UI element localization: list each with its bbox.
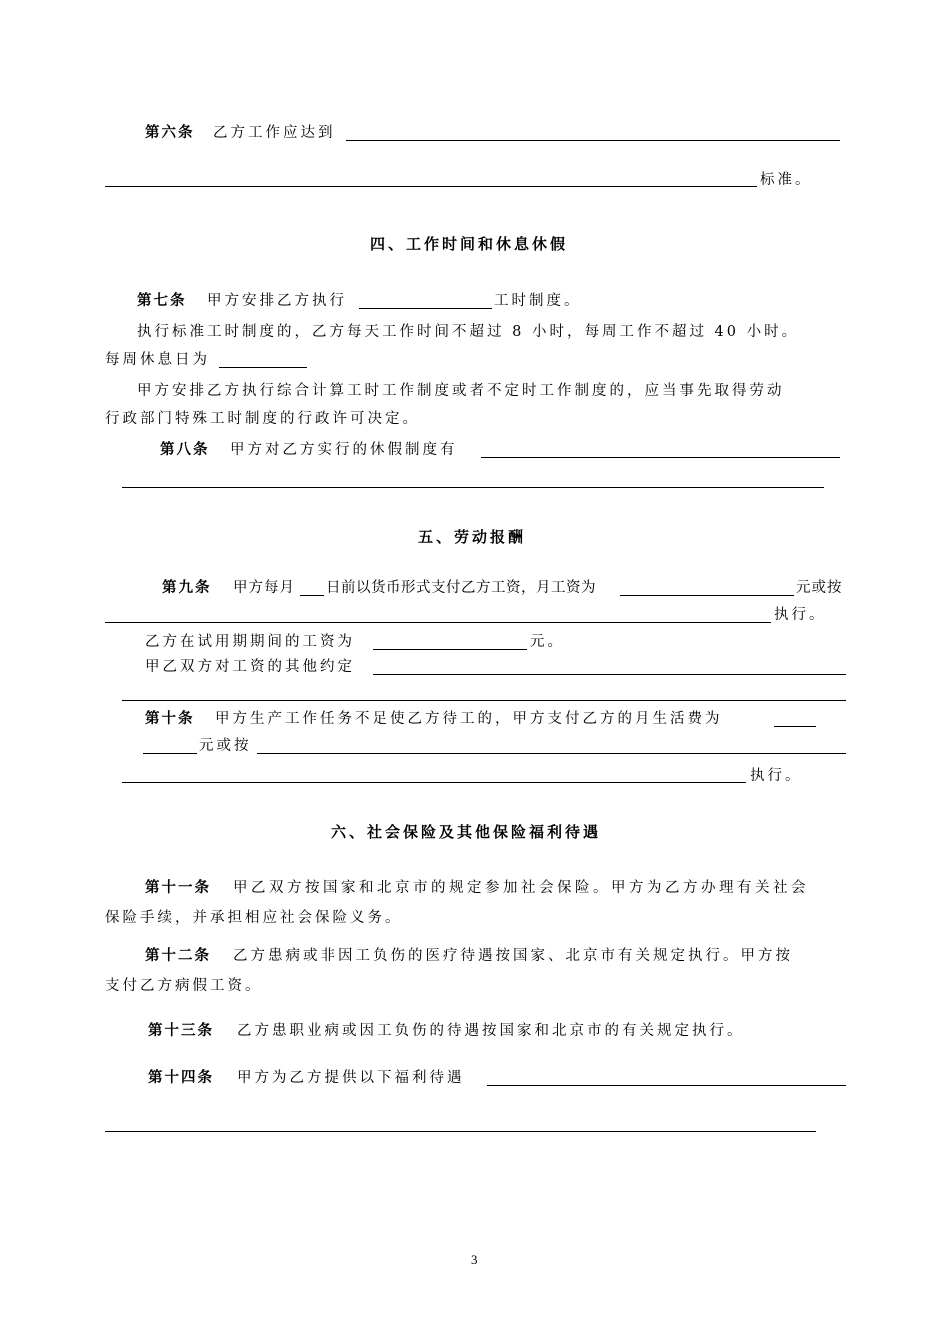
article-7-text: 甲方安排乙方执行	[207, 293, 347, 309]
article-14-blank-1[interactable]	[487, 1085, 846, 1086]
article-6-text: 乙方工作应达到	[213, 125, 336, 141]
article-14-text: 甲方为乙方提供以下福利待遇	[237, 1070, 465, 1086]
article-9-paragraph-1b: 元。	[530, 634, 565, 650]
article-10-blank-amount-1[interactable]	[774, 726, 816, 727]
article-12-label: 第十二条	[145, 948, 211, 964]
article-8-blank-1[interactable]	[481, 457, 840, 458]
article-9-paragraph-1: 乙方在试用期期间的工资为	[145, 634, 355, 650]
article-10-label: 第十条	[145, 711, 195, 727]
article-13-text: 乙方患职业病或因工负伤的待遇按国家和北京市的有关规定执行。	[237, 1023, 745, 1039]
article-7-paragraph-1: 执行标准工时制度的，乙方每天工作时间不超过 8 小时，每周工作不超过 40 小时。	[137, 324, 800, 340]
article-9-paragraph-2: 甲乙双方对工资的其他约定	[145, 659, 355, 675]
article-12-text-2: 支付乙方病假工资。	[105, 978, 263, 994]
article-8-blank-2[interactable]	[122, 487, 824, 488]
article-12-text: 乙方患病或非因工负伤的医疗待遇按国家、北京市有关规定执行。甲方按	[233, 948, 793, 964]
article-9-label: 第九条	[162, 580, 212, 596]
article-11-text-2: 保险手续，并承担相应社会保险义务。	[105, 910, 403, 926]
article-9-text-2: 日前以货币形式支付乙方工资，月工资为	[326, 580, 596, 596]
article-6-label: 第六条	[145, 125, 195, 141]
article-7-label: 第七条	[137, 293, 187, 309]
article-7-paragraph-1b: 每周休息日为	[105, 352, 210, 368]
section-4-title: 四、工作时间和休息休假	[370, 235, 569, 253]
article-7-tail: 工时制度。	[494, 293, 582, 309]
section-5-title: 五、劳动报酬	[418, 528, 527, 546]
article-14-blank-2[interactable]	[105, 1131, 816, 1132]
article-6-blank-1[interactable]	[346, 140, 840, 141]
article-9-blank-probation[interactable]	[373, 649, 527, 650]
article-10-blank-amount-2[interactable]	[143, 753, 197, 754]
article-6-tail: 标准。	[760, 172, 813, 188]
article-13-label: 第十三条	[148, 1023, 214, 1039]
article-10-tail: 执行。	[750, 768, 803, 784]
article-10-blank-method-2[interactable]	[122, 782, 746, 783]
article-9-text-4: 执行。	[774, 607, 827, 623]
article-9-blank-other-2[interactable]	[122, 700, 846, 701]
article-7-paragraph-2b: 行政部门特殊工时制度的行政许可决定。	[105, 411, 420, 427]
article-7-paragraph-2: 甲方安排乙方执行综合计算工时工作制度或者不定时工作制度的，应当事先取得劳动	[137, 383, 785, 399]
page-number: 3	[471, 1252, 478, 1267]
article-10-text-2: 元或按	[199, 738, 252, 754]
article-11-label: 第十一条	[145, 880, 211, 896]
article-8-label: 第八条	[160, 442, 210, 458]
article-7-blank-hours[interactable]	[359, 308, 492, 309]
article-10-blank-method-1[interactable]	[257, 753, 846, 754]
article-9-blank-other-1[interactable]	[373, 674, 846, 675]
article-9-blank-salary[interactable]	[620, 595, 794, 596]
article-9-blank-method[interactable]	[105, 622, 771, 623]
article-9-blank-day[interactable]	[300, 595, 324, 596]
article-7-blank-rest-day[interactable]	[219, 367, 307, 368]
article-10-text: 甲方生产工作任务不足使乙方待工的，甲方支付乙方的月生活费为	[215, 711, 723, 727]
article-8-text: 甲方对乙方实行的休假制度有	[230, 442, 458, 458]
article-11-text: 甲乙双方按国家和北京市的规定参加社会保险。甲方为乙方办理有关社会	[233, 880, 809, 896]
article-9-text-1: 甲方每月	[233, 580, 295, 596]
article-9-text-3: 元或按	[796, 580, 843, 596]
article-6-blank-2[interactable]	[105, 186, 757, 187]
section-6-title: 六、社会保险及其他保险福利待遇	[331, 823, 602, 841]
article-14-label: 第十四条	[148, 1070, 214, 1086]
